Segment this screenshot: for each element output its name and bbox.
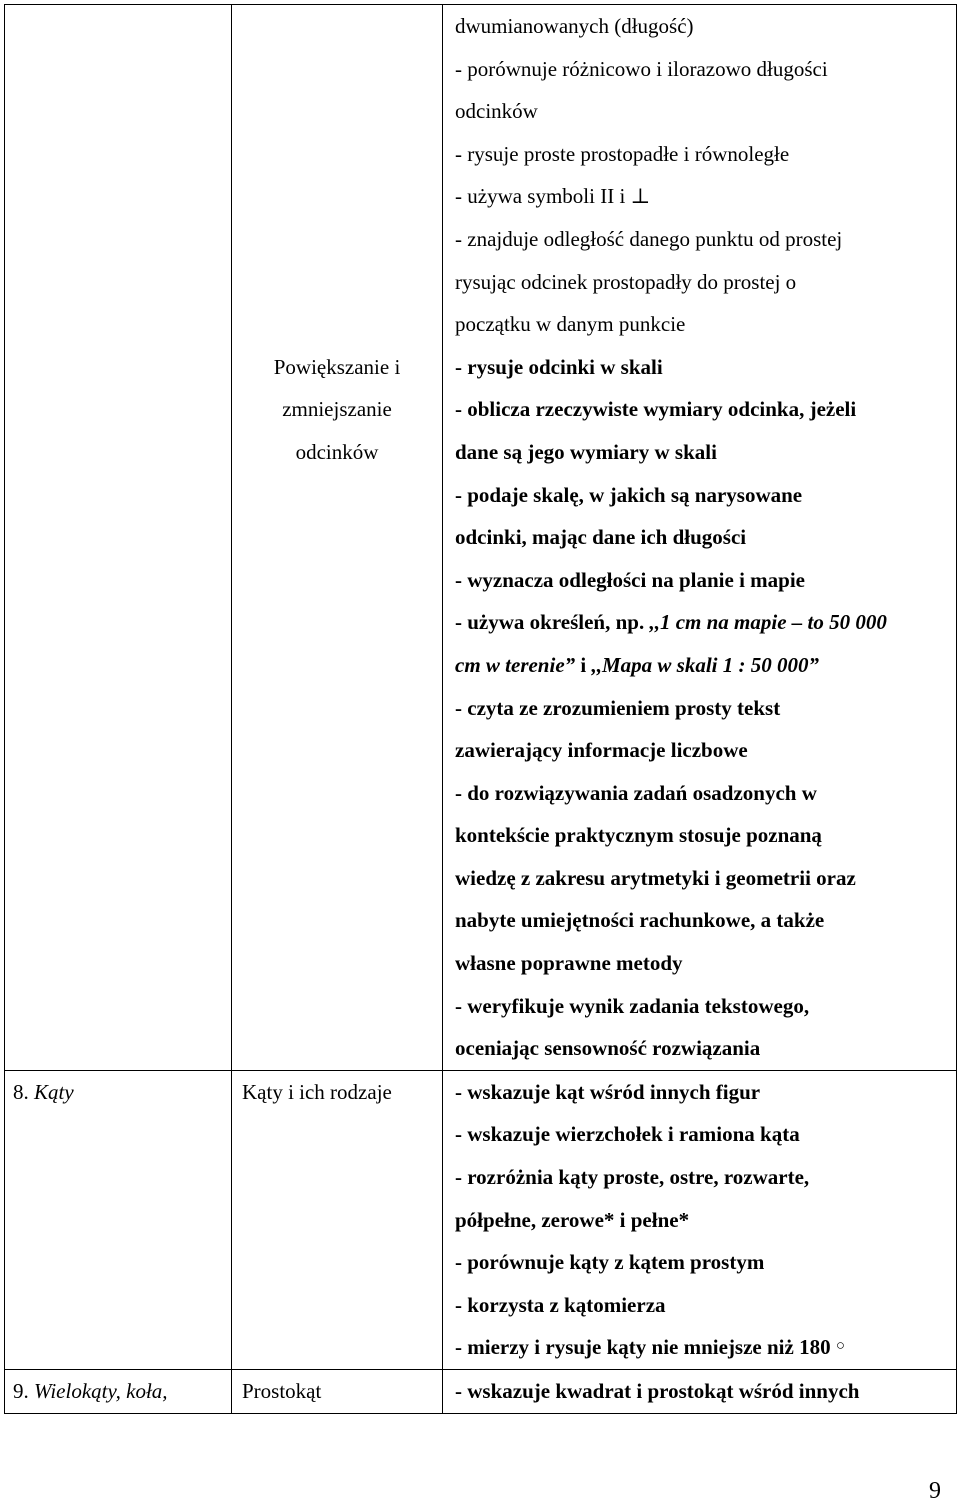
requirement-line: początku w danym punkcie [455,312,686,337]
topic-line [232,90,442,133]
requirement-line-bold: oceniając sensowność rozwiązania [455,1036,761,1061]
requirement-line: dwumianowanych (długość) [455,14,694,38]
requirement-line-bold [443,1326,956,1369]
degree-symbol: ○ [835,1338,845,1355]
requirement-example: ,,1 cm na mapie – to 50 000 [649,610,887,635]
requirement-line-bold: zawierający informacje liczbowe [455,738,748,763]
topic-title-line: Kąty i ich rodzaje [242,1079,392,1104]
table-row [5,1370,957,1414]
section-cell [5,1070,232,1369]
requirements-cell [443,1070,957,1369]
requirement-line-bold: - oblicza rzeczywiste wymiary odcinka, jeżeli [455,397,857,422]
curriculum-table [4,4,957,1414]
section-name: Wielokąty, koła, [34,1379,168,1403]
requirement-line-mixed [443,601,956,644]
topic-line [232,303,442,346]
requirement-line-bold: - do rozwiązywania zadań osadzonych w [455,780,817,805]
requirement-line-bold: kontekście praktycznym stosuje poznaną [455,823,822,848]
table-row [5,5,957,1071]
requirement-line-bold: - podaje skalę, w jakich są narysowane [455,482,803,507]
requirement-line-bold: - korzysta z kątomierza [455,1292,666,1317]
section-number: 9. [13,1379,34,1403]
section-name: Kąty [34,1079,74,1104]
topic-line [232,48,442,91]
topic-title-line: Prostokąt [242,1379,322,1403]
requirement-line-bold: odcinki, mając dane ich długości [455,525,747,550]
topic-cell [232,1070,443,1369]
requirement-line-bold: - czyta ze zrozumieniem prosty tekst [455,695,781,720]
requirement-example: cm w terenie” [455,652,576,677]
topic-title-line: zmniejszanie [282,397,392,422]
section-number: 8. [13,1079,34,1104]
requirement-line-bold: wiedzę z zakresu arytmetyki i geometrii oraz [455,865,856,890]
topic-line [232,261,442,304]
page-number: 9 [929,1478,941,1504]
requirement-line-bold: - wskazuje wierzchołek i ramiona kąta [455,1122,800,1147]
section-cell [5,1370,232,1414]
section-cell [5,5,232,1071]
requirement-line-bold: nabyte umiejętności rachunkowe, a także [455,908,825,933]
requirement-line-bold: półpełne, zerowe* i pełne* [455,1207,690,1232]
topic-line [232,133,442,176]
requirement-line-bold: - wskazuje kąt wśród innych figur [455,1079,761,1104]
section-title [5,1071,231,1114]
requirement-line-bold: - wyznacza odległości na planie i mapie [455,567,805,592]
requirement-line-bold: - rozróżnia kąty proste, ostre, rozwarte, [455,1165,810,1190]
requirement-line-bold: - porównuje kąty z kątem prostym [455,1250,765,1275]
requirement-example: ,,Mapa w skali 1 : 50 000” [591,652,820,677]
requirement-line: odcinków [455,99,538,124]
requirement-text: i [575,652,592,677]
requirement-text: - używa określeń, np. [455,610,650,635]
requirements-cell [443,5,957,1071]
requirement-line: - używa symboli II i ⊥ [455,184,651,209]
requirements-cell [443,1370,957,1414]
topic-cell [232,1370,443,1414]
topic-line [232,218,442,261]
requirement-line-bold: - rysuje odcinki w skali [455,354,663,379]
requirement-line: - porównuje różnicowo i ilorazowo długości [455,56,828,81]
topic-title-line: Powiększanie i [273,354,401,379]
topic-line [232,5,442,48]
requirement-text: - mierzy i rysuje kąty nie mniejsze niż 180 [455,1335,831,1360]
requirement-line-bold: dane są jego wymiary w skali [455,439,717,464]
topic-title-line: odcinków [295,439,379,464]
requirement-line: rysując odcinek prostopadły do prostej o [455,269,797,294]
topic-cell [232,5,443,1071]
section-title [5,1370,231,1413]
table-row [5,1070,957,1369]
topic-line [232,175,442,218]
requirement-line-mixed [443,644,956,687]
requirement-line-bold: - weryfikuje wynik zadania tekstowego, [455,993,810,1018]
requirement-line: - znajduje odległość danego punktu od prostej [455,226,843,251]
requirement-line-bold: własne poprawne metody [455,951,683,976]
requirement-line-bold: - wskazuje kwadrat i prostokąt wśród innych [455,1379,860,1403]
requirement-line: - rysuje proste prostopadłe i równoległe [455,141,790,166]
